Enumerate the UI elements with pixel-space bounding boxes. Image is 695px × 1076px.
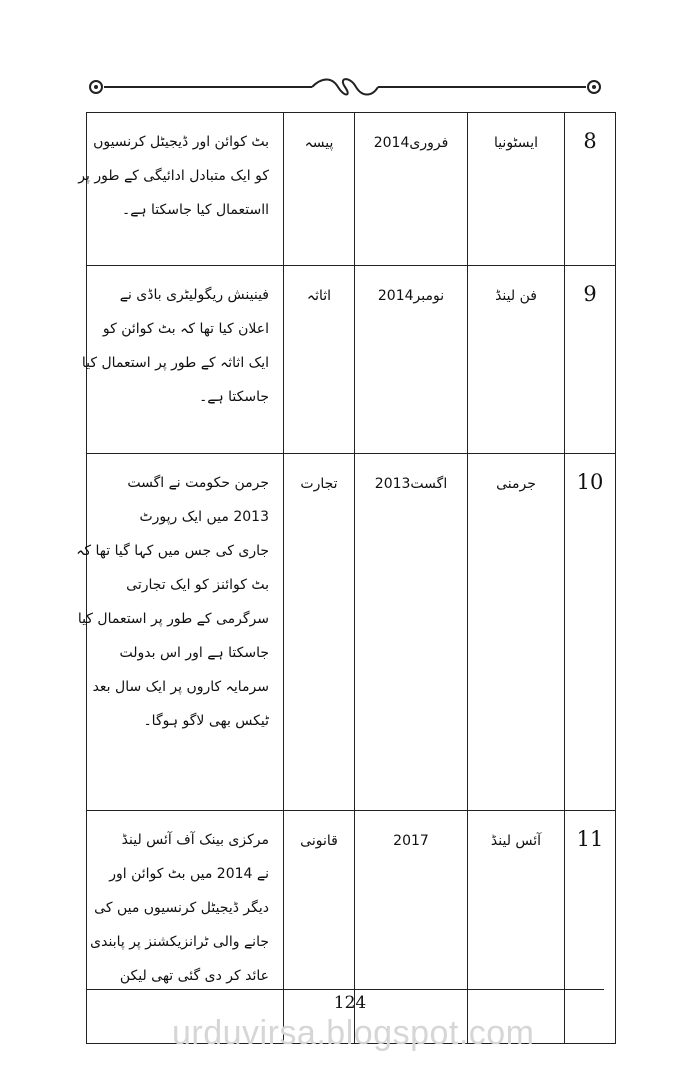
country-cell: ایسٹونیا bbox=[468, 113, 565, 266]
watermark: urduvirsa.blogspot.com bbox=[172, 1014, 535, 1052]
country-cell: فن لینڈ bbox=[468, 266, 565, 454]
description-line: جاری کی جس میں کہا گیا تھا کہ bbox=[76, 543, 269, 559]
date-cell: نومبر2014 bbox=[355, 266, 468, 454]
row-number: 8 bbox=[565, 113, 616, 266]
description-line: کو ایک متبادل ادائیگی کے طور پر bbox=[78, 168, 269, 184]
type-cell: قانونی bbox=[284, 811, 355, 1044]
description-line: جانے والی ٹرانزیکشنز پر پابندی bbox=[90, 934, 269, 950]
table-row bbox=[87, 266, 616, 454]
description-line: عائد کر دی گئی تھی لیکن bbox=[119, 968, 269, 984]
row-number: 11 bbox=[565, 811, 616, 1044]
type-cell: اثاثہ bbox=[284, 266, 355, 454]
description-line: جاسکتا ہے۔ bbox=[199, 389, 269, 405]
footer-rule bbox=[86, 989, 604, 990]
data-table bbox=[76, 112, 616, 1044]
description-line: دیگر ڈیجیٹل کرنسیوں میں کی bbox=[94, 900, 269, 916]
row-number: 10 bbox=[565, 454, 616, 811]
type-cell: تجارت bbox=[284, 454, 355, 811]
description-line: سرگرمی کے طور پر استعمال کیا bbox=[77, 611, 269, 627]
country-cell: جرمنی bbox=[468, 454, 565, 811]
description-line: سرمایہ کاروں پر ایک سال بعد bbox=[92, 679, 269, 695]
ornament-divider bbox=[80, 72, 610, 102]
description-cell bbox=[87, 811, 284, 1044]
description-line: اعلان کیا تھا کہ بٹ کوائن کو bbox=[102, 321, 269, 337]
date-cell: 2017 bbox=[355, 811, 468, 1044]
type-cell: پیسہ bbox=[284, 113, 355, 266]
description-line: جاسکتا ہے اور اس بدولت bbox=[119, 645, 269, 661]
description-cell bbox=[78, 113, 284, 266]
table-row bbox=[87, 454, 616, 811]
description-line: فینینش ریگولیٹری باڈی نے bbox=[119, 287, 269, 303]
description-cell bbox=[76, 454, 284, 811]
description-line: بٹ کوائنز کو ایک تجارتی bbox=[126, 577, 269, 593]
date-cell: اگست2013 bbox=[355, 454, 468, 811]
description-line: ٹیکس بھی لاگو ہوگا۔ bbox=[143, 713, 269, 729]
description-line: جرمن حکومت نے اگست bbox=[127, 475, 269, 491]
description-line: مرکزی بینک آف آئس لینڈ bbox=[121, 832, 269, 848]
description-line: بٹ کوائن اور ڈیجیٹل کرنسیوں bbox=[93, 134, 269, 150]
date-cell: فروری2014 bbox=[355, 113, 468, 266]
page-number: 124 bbox=[333, 993, 367, 1013]
description-line: ایک اثاثہ کے طور پر استعمال کیا bbox=[81, 355, 269, 371]
description-line: نے 2014 میں بٹ کوائن اور bbox=[109, 866, 269, 882]
description-line: ااستعمال کیا جاسکتا ہے۔ bbox=[121, 202, 269, 218]
table-row bbox=[87, 113, 616, 266]
country-cell: آئس لینڈ bbox=[468, 811, 565, 1044]
description-line: 2013 میں ایک رپورٹ bbox=[139, 509, 269, 525]
row-number: 9 bbox=[565, 266, 616, 454]
description-cell bbox=[81, 266, 284, 454]
